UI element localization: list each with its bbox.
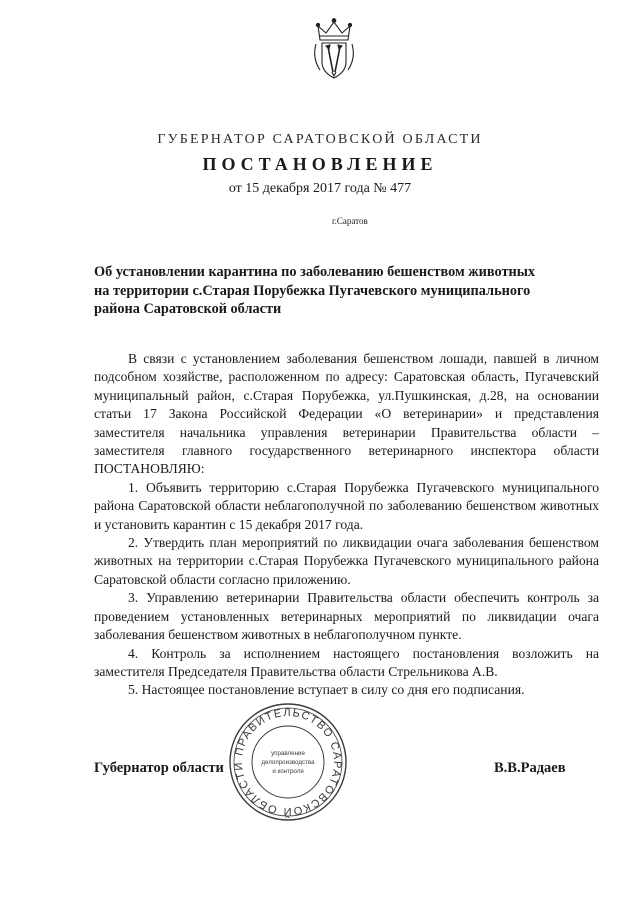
preamble-paragraph: В связи с установлением заболевания бешенством лошади, павшей в личном подсобном хозяйстве, расположенном по адресу: Саратовская область, Пугачевский муниципальный район, с.Старая Порубежка, ул.Пушкинская, д.28, на основании статьи 17 Закона Российской Федерации «О ветеринарии» и представления заместителя начальника управления ветеринарии Правительства области – заместителя главного государственного ветеринарного инспектора области ПОСТАНОВЛЯЮ:: [94, 351, 599, 477]
document-subject: Об установлении карантина по заболеванию бешенством животных на территории с.Старая Порубежка Пугачевского муниципального района Саратовской области: [94, 264, 536, 317]
document-type: ПОСТАНОВЛЕНИЕ: [202, 154, 438, 174]
document-date-number: от 15 декабря 2017 года № 477: [228, 181, 412, 196]
list-item: 3. Управлению ветеринарии Правительства области обеспечить контроль за проведением установленных ветеринарных мероприятий по ликвидации очага заболевания бешенством животных в неблагополучном пункте.: [94, 590, 599, 643]
seal-center-line: делопроизводства: [261, 759, 315, 766]
official-seal-stamp: [226, 700, 350, 824]
signatory-position: Губернатор области: [94, 760, 224, 776]
issuer-title: ГУБЕРНАТОР САРАТОВСКОЙ ОБЛАСТИ: [157, 132, 483, 147]
seal-center-line: и контроля: [272, 768, 304, 775]
document-body: [94, 350, 599, 700]
signatory-name: В.В.Радаев: [494, 760, 566, 776]
seal-ring-text: ПРАВИТЕЛЬСТВО САРАТОВСКОЙ ОБЛАСТИ: [232, 706, 344, 818]
list-item: 4. Контроль за исполнением настоящего постановления возложить на заместителя Председателя Правительства области Стрельникова А.В.: [94, 645, 599, 679]
seal-center-line: управление: [271, 750, 305, 757]
document-city: г.Саратов: [332, 216, 368, 226]
list-item: 1. Объявить территорию с.Старая Порубежка Пугачевского муниципального района Саратовской области неблагополучной по заболеванию бешенством животных и установить карантин с 15 декабря 2017 года.: [94, 479, 599, 532]
saratov-crown-emblem-icon: [302, 14, 366, 86]
list-item: 5. Настоящее постановление вступает в силу со дня его подписания.: [128, 682, 525, 698]
list-item: 2. Утвердить план мероприятий по ликвидации очага заболевания бешенством животных на территории с.Старая Порубежка Пугачевского муниципального района Саратовской области согласно приложению.: [94, 535, 599, 587]
